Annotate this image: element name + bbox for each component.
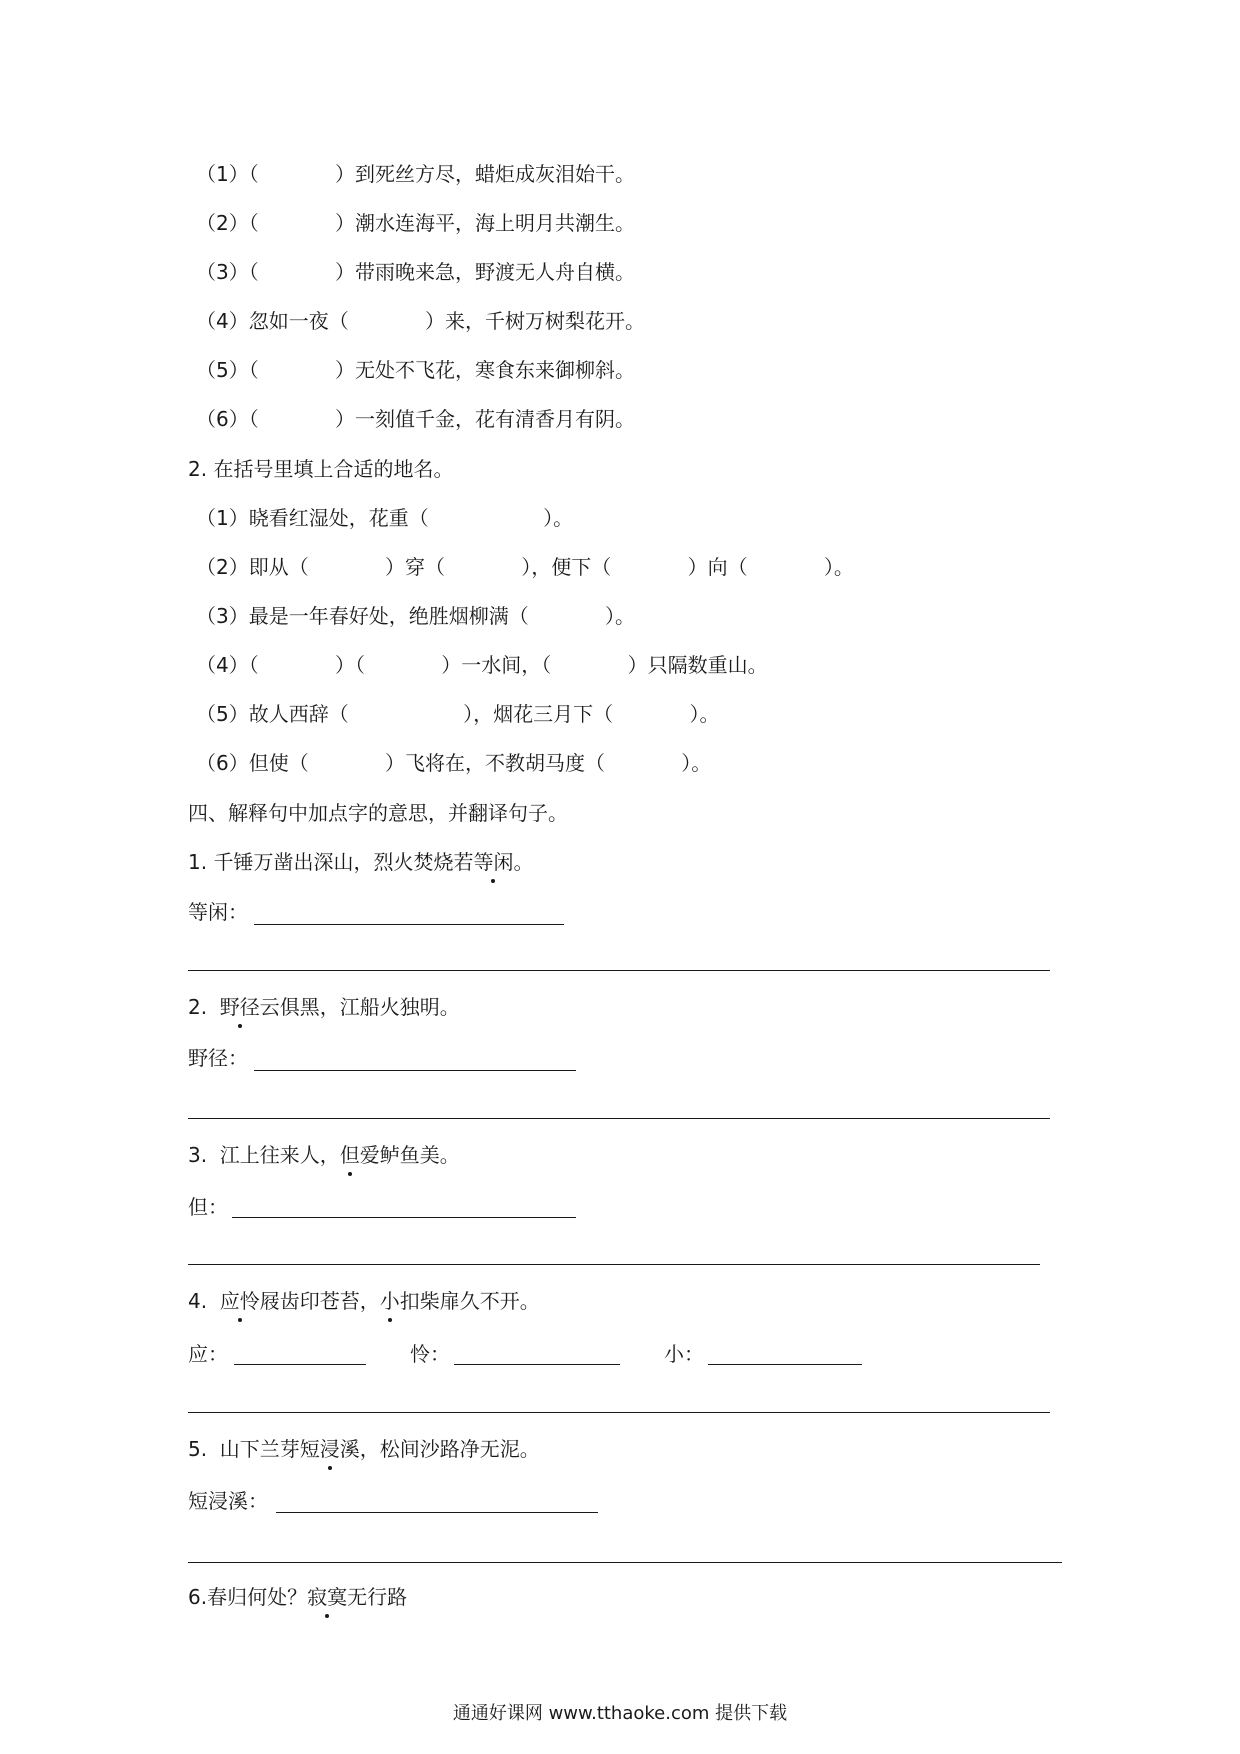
item-3-label: 但：: [188, 1195, 228, 1219]
poem-line-2: （2）（ ）潮水连海平，海上明月共潮生。: [196, 211, 636, 235]
place-line-1: （1）晓看红湿处，花重（ ）。: [196, 506, 574, 530]
item-4-label-ying: 应：: [188, 1342, 228, 1366]
item-3-translation-line[interactable]: [188, 1264, 1040, 1265]
item-2-translation-line[interactable]: [188, 1118, 1050, 1119]
item-1-translation-line[interactable]: [188, 970, 1050, 971]
item-5-label: 短浸溪：: [188, 1489, 268, 1513]
item-1-answer-line[interactable]: [254, 924, 564, 925]
dotted-word: 但: [339, 1143, 360, 1167]
item-4-sentence: 4. 应怜屐齿印苍苔，小扣柴扉久不开。: [188, 1289, 540, 1313]
dotted-word: 野径: [219, 995, 260, 1019]
item-2-sentence: 2. 野径云俱黑，江船火独明。: [188, 995, 460, 1019]
place-line-5: （5）故人西辞（ ），烟花三月下（ ）。: [196, 702, 720, 726]
item-5-sentence: 5. 山下兰芽短浸溪，松间沙路净无泥。: [188, 1437, 540, 1461]
item-4-answer-ying[interactable]: [234, 1364, 366, 1365]
dotted-word: 小: [379, 1289, 400, 1313]
question-2-title: 2. 在括号里填上合适的地名。: [188, 457, 454, 481]
item-4-answer-lian[interactable]: [454, 1364, 620, 1365]
place-line-3: （3）最是一年春好处，绝胜烟柳满（ ）。: [196, 604, 636, 628]
section-4-title: 四、解释句中加点字的意思，并翻译句子。: [188, 801, 568, 825]
dotted-word: 短浸溪: [299, 1437, 360, 1461]
item-5-translation-line[interactable]: [188, 1562, 1062, 1563]
dotted-word: 等闲: [473, 850, 514, 874]
item-4-label-lian: 怜：: [410, 1342, 450, 1366]
dotted-word: 寂寞: [307, 1585, 348, 1609]
item-2-label: 野径：: [188, 1046, 248, 1070]
poem-line-3: （3）（ ）带雨晚来急，野渡无人舟自横。: [196, 260, 636, 284]
place-line-6: （6）但使（ ）飞将在，不教胡马度（ ）。: [196, 751, 712, 775]
item-5-answer-line[interactable]: [276, 1512, 598, 1513]
footer-watermark: 通通好课网 www.tthaoke.com 提供下载: [452, 1703, 788, 1724]
poem-line-5: （5）（ ）无处不飞花，寒食东来御柳斜。: [196, 358, 636, 382]
place-line-4: （4）（ ）（ ）一水间，（ ）只隔数重山。: [196, 653, 768, 677]
item-4-translation-line[interactable]: [188, 1412, 1050, 1413]
poem-line-1: （1）（ ）到死丝方尽，蜡炬成灰泪始干。: [196, 162, 636, 186]
item-4-label-xiao: 小：: [664, 1342, 704, 1366]
item-3-answer-line[interactable]: [232, 1217, 576, 1218]
poem-line-6: （6）（ ）一刻值千金，花有清香月有阴。: [196, 407, 636, 431]
dotted-word: 应怜: [219, 1289, 260, 1313]
item-1-label: 等闲：: [188, 900, 248, 924]
poem-line-4: （4）忽如一夜（ ）来，千树万树梨花开。: [196, 309, 646, 333]
item-3-sentence: 3. 江上往来人，但爱鲈鱼美。: [188, 1143, 460, 1167]
item-6-sentence: 6.春归何处？寂寞无行路: [188, 1585, 408, 1609]
item-1-sentence: 1. 千锤万凿出深山，烈火焚烧若等闲。: [188, 850, 534, 874]
item-4-answer-xiao[interactable]: [708, 1364, 862, 1365]
place-line-2: （2）即从（ ）穿（ ），便下（ ）向（ ）。: [196, 555, 854, 579]
item-2-answer-line[interactable]: [254, 1070, 576, 1071]
